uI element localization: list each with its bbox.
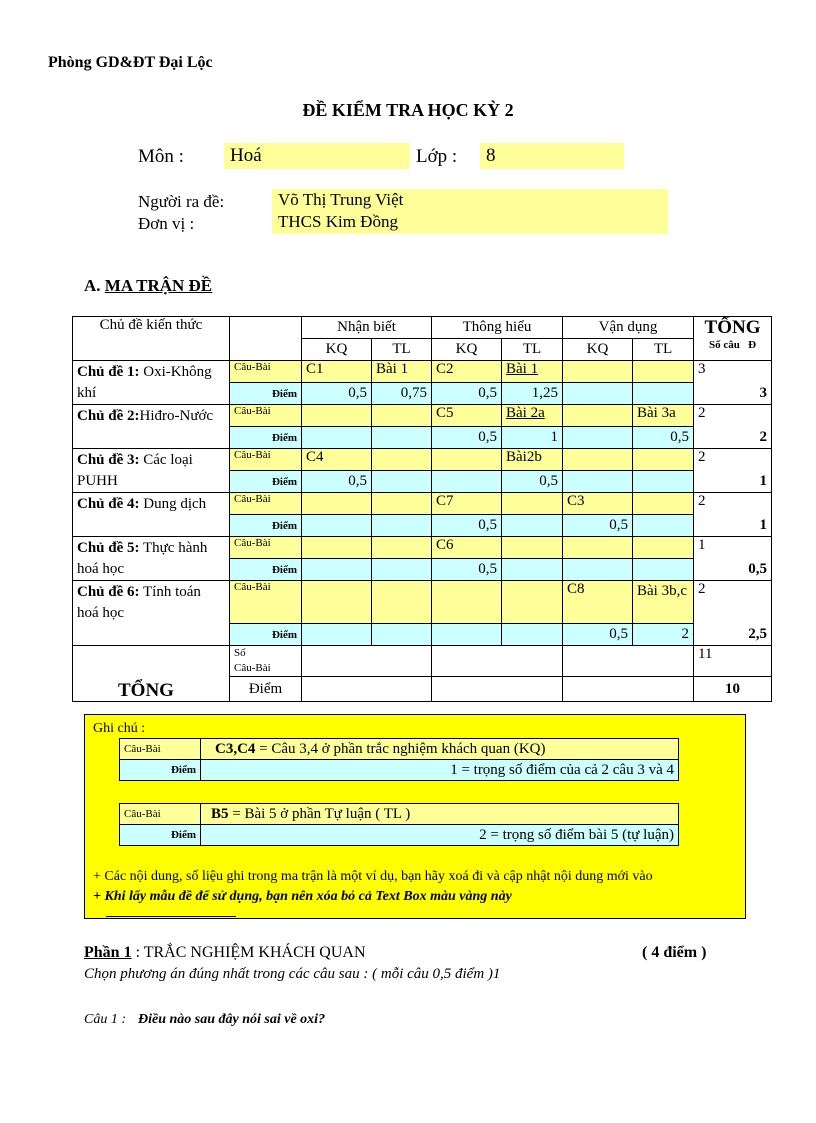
cell-diem: 0,5: [302, 471, 372, 493]
topic-name: Các loại PUHH: [77, 452, 193, 489]
cell-cau-bai: [502, 493, 563, 515]
row-label-diem: Điểm: [230, 515, 302, 537]
cell-cau-bai: C6: [432, 537, 502, 559]
section-a-title: MA TRẬN ĐỀ: [104, 276, 213, 295]
ex2-key-2: Điểm: [120, 825, 201, 846]
topic-cell: [73, 405, 230, 449]
cell-diem: 2: [633, 624, 694, 646]
topic-cell: [73, 361, 230, 405]
row-label-cau-bai: Câu-Bài: [230, 537, 302, 559]
matrix-row: [73, 581, 772, 624]
header-thong-hieu: Thông hiểu: [432, 317, 563, 339]
cell-cau-bai: [372, 449, 432, 471]
cell-cau-bai: Bài 1: [372, 361, 432, 383]
cell-cau-bai: [432, 581, 502, 624]
cell-diem: [432, 624, 502, 646]
header-kq-1: KQ: [302, 339, 372, 361]
cell-diem: 1,25: [502, 383, 563, 405]
cell-cau-bai: [633, 493, 694, 515]
cell-cau-bai: [372, 405, 432, 427]
cell-diem: [302, 559, 372, 581]
topic-name: Hiđro-Nước: [139, 408, 214, 424]
cell-cau-bai: [633, 361, 694, 383]
total-cau-bai: 2: [694, 405, 772, 427]
cell-cau-bai: [563, 361, 633, 383]
author-unit-box: [272, 189, 668, 234]
cell-cau-bai: [563, 405, 633, 427]
cell-cau-bai: C2: [432, 361, 502, 383]
row-label-diem: Điểm: [230, 383, 302, 405]
cell-diem: [633, 515, 694, 537]
total-diem: 1: [694, 471, 772, 493]
header-tong: [694, 317, 772, 361]
header-so-cau: Số câu: [708, 339, 740, 351]
ex1-value-1-text: = Câu 3,4 ở phần trắc nghiệm khách quan (KQ): [255, 740, 546, 757]
topic-label: Chủ đề 5:: [77, 540, 140, 556]
cell-diem: 0,75: [372, 383, 432, 405]
total-diem: 2,5: [694, 624, 772, 646]
matrix-row: [73, 537, 772, 559]
header-tong-label: TỔNG: [704, 317, 761, 338]
matrix-table: [72, 316, 772, 702]
cell-diem: [432, 471, 502, 493]
part1-heading: [84, 944, 366, 962]
cell-cau-bai: [372, 493, 432, 515]
ex1-value-1-bold: C3,C4: [215, 740, 256, 757]
header-tl-3: TL: [633, 339, 694, 361]
cell-cau-bai: Bài 3b,c: [633, 581, 694, 624]
topic-label: Chủ đề 3:: [77, 452, 140, 468]
section-a-heading: [84, 276, 212, 296]
cell-diem: [633, 471, 694, 493]
header-kq-2: KQ: [432, 339, 502, 361]
cell-cau-bai: [432, 449, 502, 471]
header-d: Đ: [748, 339, 757, 351]
ex2-key-1: Câu-Bài: [120, 804, 201, 825]
cell-cau-bai: Bài 1: [502, 361, 563, 383]
cell-cau-bai: [302, 537, 372, 559]
total-diem: 3: [694, 383, 772, 405]
question-1-text: Điều nào sau đây nói sai về oxi?: [138, 1012, 326, 1027]
header-tl-2: TL: [502, 339, 563, 361]
total-diem: 1: [694, 515, 772, 537]
ex1-key-1: Câu-Bài: [120, 739, 201, 760]
cell-diem: [372, 427, 432, 449]
matrix-row: [73, 493, 772, 515]
footer-diem: Điểm: [230, 677, 302, 702]
part1-label: Phần 1: [84, 944, 132, 961]
footer-so-cau-bai: [230, 646, 302, 677]
cell-diem: [502, 515, 563, 537]
page-title: ĐỀ KIỂM TRA HỌC KỲ 2: [302, 100, 514, 120]
question-1: [84, 1012, 325, 1028]
footer-so: Số: [234, 647, 246, 659]
row-label-cau-bai: Câu-Bài: [230, 493, 302, 515]
matrix-row: [73, 361, 772, 383]
cell-cau-bai: Bài 3a: [633, 405, 694, 427]
total-cau-bai: 3: [694, 361, 772, 383]
cell-diem: [372, 559, 432, 581]
ex1-value-2: 1 = trọng số điểm của cả 2 câu 3 và 4: [201, 760, 679, 781]
cell-cau-bai: Bài 2a: [502, 405, 563, 427]
row-label-diem: Điểm: [230, 559, 302, 581]
row-label-cau-bai: Câu-Bài: [230, 581, 302, 624]
part1-points: ( 4 điểm ): [642, 944, 707, 961]
cell-cau-bai: [372, 581, 432, 624]
cell-diem: 0,5: [432, 559, 502, 581]
topic-name: Thực hành hoá học: [77, 540, 208, 577]
topic-cell: [73, 493, 230, 537]
cell-diem: 1: [502, 427, 563, 449]
footer-vd-p: [563, 677, 694, 702]
cell-cau-bai: [633, 537, 694, 559]
cell-cau-bai: C1: [302, 361, 372, 383]
note-example-2: [119, 803, 679, 846]
cell-cau-bai: [372, 537, 432, 559]
question-1-label: Câu 1 :: [84, 1012, 126, 1027]
cell-diem: 0,5: [633, 427, 694, 449]
author-field[interactable]: Võ Thị Trung Việt: [278, 190, 404, 209]
cell-diem: 0,5: [432, 515, 502, 537]
row-label-cau-bai: Câu-Bài: [230, 405, 302, 427]
topic-name: Tính toán hoá học: [77, 584, 201, 621]
footer-total-p: 10: [694, 677, 772, 702]
ex1-value-1: [201, 739, 679, 760]
section-a-prefix: A.: [84, 276, 101, 295]
subject-label: Môn :: [138, 146, 184, 167]
total-cau-bai: 2: [694, 493, 772, 515]
author-label: Người ra đề:: [138, 192, 225, 211]
cell-diem: [372, 471, 432, 493]
cell-diem: 0,5: [432, 383, 502, 405]
row-label-diem: Điểm: [230, 427, 302, 449]
cell-cau-bai: [502, 537, 563, 559]
cell-diem: 0,5: [302, 383, 372, 405]
ex1-key-2: Điểm: [120, 760, 201, 781]
row-label-diem: Điểm: [230, 471, 302, 493]
note-line-2: + Khi lấy mẫu đề để sử dụng, bạn nên xóa bỏ cả Text Box màu vàng này: [93, 889, 512, 904]
header-tl-1: TL: [372, 339, 432, 361]
cell-cau-bai: C3: [563, 493, 633, 515]
cell-diem: [502, 624, 563, 646]
footer-th-p: [432, 677, 563, 702]
class-field[interactable]: 8: [480, 143, 624, 169]
header-van-dung: Vận dụng: [563, 317, 694, 339]
footer-total-q: 11: [694, 646, 772, 677]
matrix-row: [73, 405, 772, 427]
matrix-row: [73, 449, 772, 471]
note-title: Ghi chú :: [93, 721, 146, 736]
topic-cell: [73, 537, 230, 581]
cell-diem: 0,5: [502, 471, 563, 493]
topic-label: Chủ đề 1:: [77, 364, 140, 380]
cell-diem: [302, 515, 372, 537]
part1-title: : TRẮC NGHIỆM KHÁCH QUAN: [131, 944, 366, 961]
note-example-1: [119, 738, 679, 781]
unit-field[interactable]: THCS Kim Đồng: [278, 212, 398, 231]
cell-diem: [302, 427, 372, 449]
cell-cau-bai: [302, 493, 372, 515]
cell-cau-bai: [302, 581, 372, 624]
row-label-diem: Điểm: [230, 624, 302, 646]
topic-cell: [73, 449, 230, 493]
total-cau-bai: 2: [694, 581, 772, 624]
note-box[interactable]: [84, 714, 746, 919]
unit-label: Đơn vị :: [138, 214, 195, 233]
department: Phòng GD&ĐT Đại Lộc: [48, 54, 213, 71]
topic-name: Dung dịch: [139, 496, 207, 512]
hidden-underline: [106, 916, 236, 917]
subject-field[interactable]: Hoá: [224, 143, 410, 169]
cell-diem: [563, 383, 633, 405]
ex2-value-1-text: = Bài 5 ở phần Tự luận ( TL ): [228, 805, 411, 822]
topic-name: Oxi-Không khí: [77, 364, 212, 401]
header-topic: Chủ đề kiến thức: [73, 317, 230, 361]
row-label-cau-bai: Câu-Bài: [230, 361, 302, 383]
cell-cau-bai: [563, 449, 633, 471]
class-label: Lớp :: [416, 146, 458, 167]
cell-diem: 0,5: [563, 515, 633, 537]
cell-diem: [372, 515, 432, 537]
cell-diem: [633, 383, 694, 405]
footer-tong: TỔNG: [118, 680, 174, 701]
cell-cau-bai: [633, 449, 694, 471]
cell-diem: 0,5: [563, 624, 633, 646]
footer-nb: [302, 646, 432, 677]
cell-diem: [563, 427, 633, 449]
cell-diem: 0,5: [432, 427, 502, 449]
cell-diem: [563, 471, 633, 493]
footer-vd: [563, 646, 694, 677]
ex2-value-1: [201, 804, 679, 825]
footer-nb-p: [302, 677, 432, 702]
cell-cau-bai: C7: [432, 493, 502, 515]
topic-label: Chủ đề 2:: [77, 408, 140, 424]
total-diem: 2: [694, 427, 772, 449]
ex2-value-2: 2 = trọng số điểm bài 5 (tự luận): [201, 825, 679, 846]
part1-instruction: Chọn phương án đúng nhất trong các câu sau : ( mỗi câu 0,5 điểm )1: [84, 966, 501, 982]
footer-th: [432, 646, 563, 677]
topic-label: Chủ đề 4:: [77, 496, 140, 512]
cell-cau-bai: Bài2b: [502, 449, 563, 471]
cell-cau-bai: [563, 537, 633, 559]
header-nhan-biet: Nhận biết: [302, 317, 432, 339]
cell-cau-bai: C5: [432, 405, 502, 427]
header-kq-3: KQ: [563, 339, 633, 361]
cell-cau-bai: C8: [563, 581, 633, 624]
ex2-value-1-bold: B5: [211, 805, 229, 822]
footer-cau-bai: Câu-Bài: [234, 662, 271, 674]
total-diem: 0,5: [694, 559, 772, 581]
cell-diem: [302, 624, 372, 646]
cell-diem: [563, 559, 633, 581]
cell-diem: [502, 559, 563, 581]
topic-cell: [73, 581, 230, 646]
cell-cau-bai: C4: [302, 449, 372, 471]
row-label-cau-bai: Câu-Bài: [230, 449, 302, 471]
cell-diem: [633, 559, 694, 581]
total-cau-bai: 1: [694, 537, 772, 559]
cell-diem: [372, 624, 432, 646]
header-blank: [230, 317, 302, 361]
total-cau-bai: 2: [694, 449, 772, 471]
note-line-1: + Các nội dung, số liệu ghi trong ma trận là một ví dụ, bạn hãy xoá đi và cập nhật nội dung mới vào: [93, 869, 653, 884]
topic-label: Chủ đề 6:: [77, 584, 140, 600]
cell-cau-bai: [502, 581, 563, 624]
cell-cau-bai: [302, 405, 372, 427]
